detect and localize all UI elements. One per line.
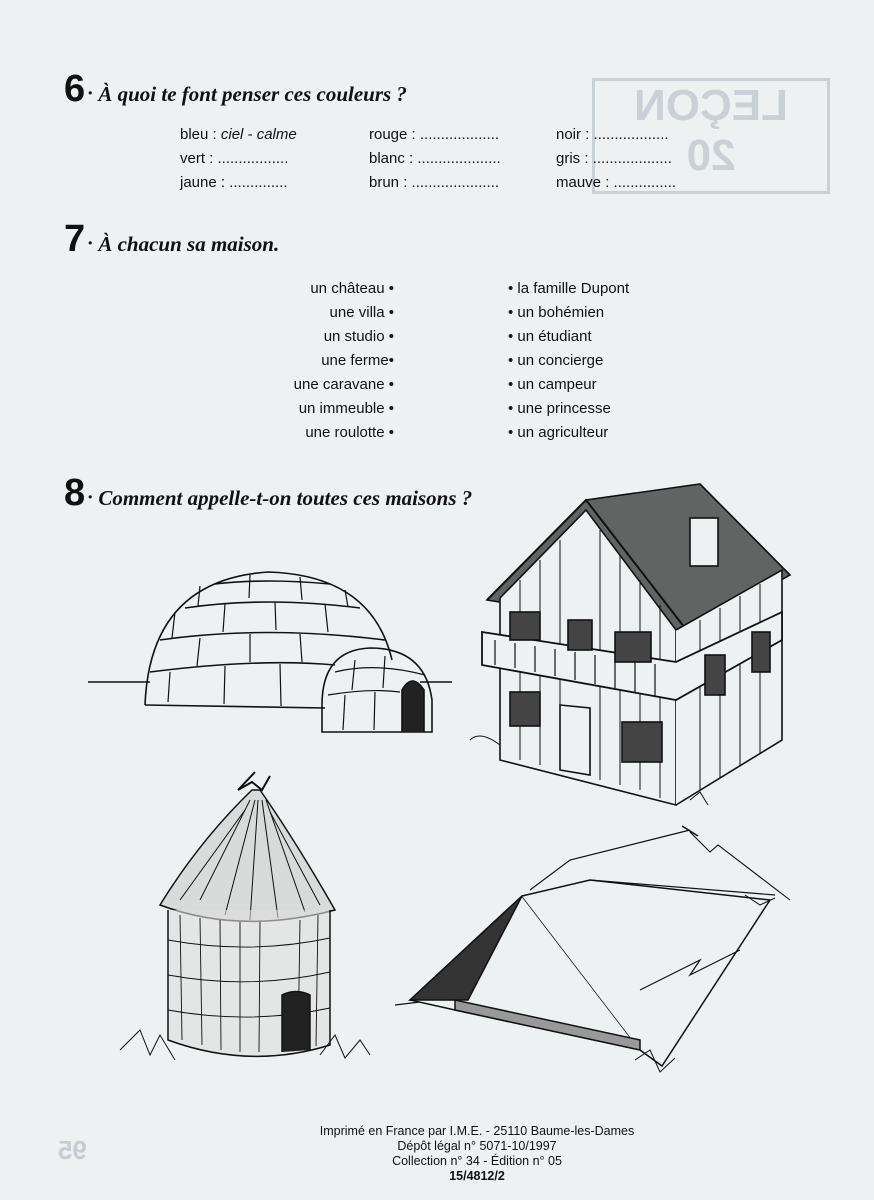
color-item-brun: brun : ..................... xyxy=(369,174,500,191)
section-8-title: Comment appelle-t-on toutes ces maisons ? xyxy=(98,486,473,510)
footer-line-1: Imprimé en France par I.M.E. - 25110 Baume-les-Dames xyxy=(319,1124,635,1138)
match-left-item: un immeuble • xyxy=(298,400,394,417)
color-item-jaune: jaune : .............. xyxy=(180,174,288,191)
section-6-title: À quoi te font penser ces couleurs ? xyxy=(98,82,407,106)
section-7-title: À chacun sa maison. xyxy=(98,232,280,256)
color-item-bleu: bleu : ciel - calme xyxy=(180,126,297,143)
section-8-number: 8 xyxy=(64,472,85,514)
footer-line-2: Dépôt légal n° 5071-10/1997 xyxy=(397,1139,557,1153)
match-right-item: • un concierge xyxy=(508,352,604,369)
match-left-item: une roulotte • xyxy=(305,424,394,441)
imprint-footer xyxy=(0,1124,874,1184)
match-left-item: une caravane • xyxy=(293,376,394,393)
color-item-vert: vert : ................. xyxy=(180,150,289,167)
chalet-icon xyxy=(470,484,790,805)
color-item-blanc: blanc : .................... xyxy=(369,150,501,167)
match-right-item: • une princesse xyxy=(508,400,611,417)
match-right-item: • un étudiant xyxy=(508,328,592,345)
igloo-icon xyxy=(88,572,452,732)
match-right-item: • un bohémien xyxy=(508,304,605,321)
ghost-lecon-text: LEÇON xyxy=(634,81,788,130)
color-item-gris: gris : ................... xyxy=(556,150,672,167)
color-item-mauve: mauve : ............... xyxy=(556,174,677,191)
footer-line-3: Collection n° 34 - Édition n° 05 xyxy=(392,1154,562,1168)
color-item-rouge: rouge : ................... xyxy=(369,126,500,143)
match-right-item: • un campeur xyxy=(508,376,597,393)
section-7-number: 7 xyxy=(64,218,85,260)
color-item-noir: noir : .................. xyxy=(556,126,669,143)
tent-icon xyxy=(395,826,790,1072)
ghost-page-number: 95 xyxy=(58,1135,87,1165)
section-6-header: 6 • À quoi te font penser ces couleurs ? xyxy=(64,68,407,110)
match-right-item: • la famille Dupont xyxy=(508,280,630,297)
hut-icon xyxy=(120,772,370,1060)
match-left-item: une ferme• xyxy=(321,352,394,369)
section-6-number: 6 xyxy=(64,68,85,110)
match-right-item: • un agriculteur xyxy=(508,424,609,441)
match-left-item: une villa • xyxy=(329,304,394,321)
section-7-header: 7 • À chacun sa maison. xyxy=(64,218,280,260)
ghost-lecon-number: 20 xyxy=(686,131,736,180)
match-left-item: un château • xyxy=(310,280,394,297)
section-8-header: 8 • Comment appelle-t-on toutes ces maisons ? xyxy=(64,472,473,514)
match-left-item: un studio • xyxy=(323,328,394,345)
footer-line-4: 15/4812/2 xyxy=(449,1169,505,1183)
